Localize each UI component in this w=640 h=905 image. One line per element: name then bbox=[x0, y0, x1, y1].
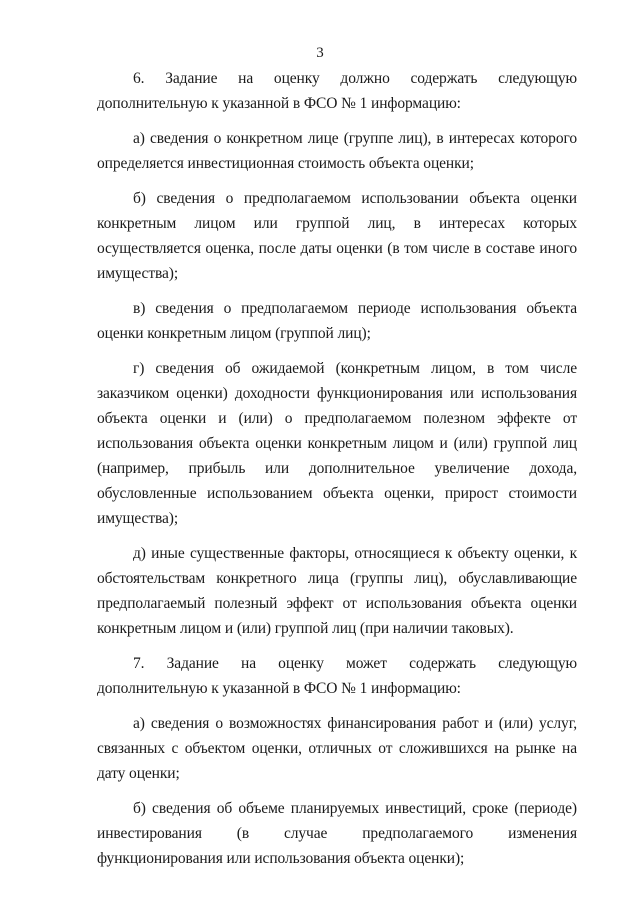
paragraph-6g: г) сведения об ожидаемой (конкретным лицом, в том числе заказчиком оценки) доходности функционирования или использования объекта оценки и (или) о предполагаемом полезном эффекте от использования объекта оценки конкретным лицом и (или) группой лиц (например, прибыль или дополнительное увеличение дохода, обусловленные использованием объекта оценки, прирост стоимости имущества); bbox=[97, 360, 577, 527]
page-number: 3 bbox=[316, 45, 324, 61]
paragraph-7: 7. Задание на оценку может содержать следующую дополнительную к указанной в ФСО № 1 информацию: bbox=[97, 655, 577, 697]
document-body bbox=[97, 66, 577, 881]
paragraph-7b: б) сведения об объеме планируемых инвестиций, сроке (периоде) инвестирования (в случае предполагаемого изменения функционирования или использования объекта оценки); bbox=[97, 800, 577, 867]
paragraph-6d: д) иные существенные факторы, относящиеся к объекту оценки, к обстоятельствам конкретного лица (группы лиц), обуславливающие предполагаемый полезный эффект от использования объекта оценки конкретным лицом и (или) группой лиц (при наличии таковых). bbox=[97, 545, 577, 637]
paragraph-6b: б) сведения о предполагаемом использовании объекта оценки конкретным лицом или группой лиц, в интересах которых осуществляется оценка, после даты оценки (в том числе в составе иного имущества); bbox=[97, 190, 577, 282]
paragraph-6v: в) сведения о предполагаемом периоде использования объекта оценки конкретным лицом (группой лиц); bbox=[97, 300, 577, 342]
paragraph-7a: а) сведения о возможностях финансирования работ и (или) услуг, связанных с объектом оценки, отличных от сложившихся на рынке на дату оценки; bbox=[97, 715, 577, 782]
paragraph-6a: а) сведения о конкретном лице (группе лиц), в интересах которого определяется инвестиционная стоимость объекта оценки; bbox=[97, 130, 577, 172]
paragraph-6: 6. Задание на оценку должно содержать следующую дополнительную к указанной в ФСО № 1 информацию: bbox=[97, 70, 577, 112]
